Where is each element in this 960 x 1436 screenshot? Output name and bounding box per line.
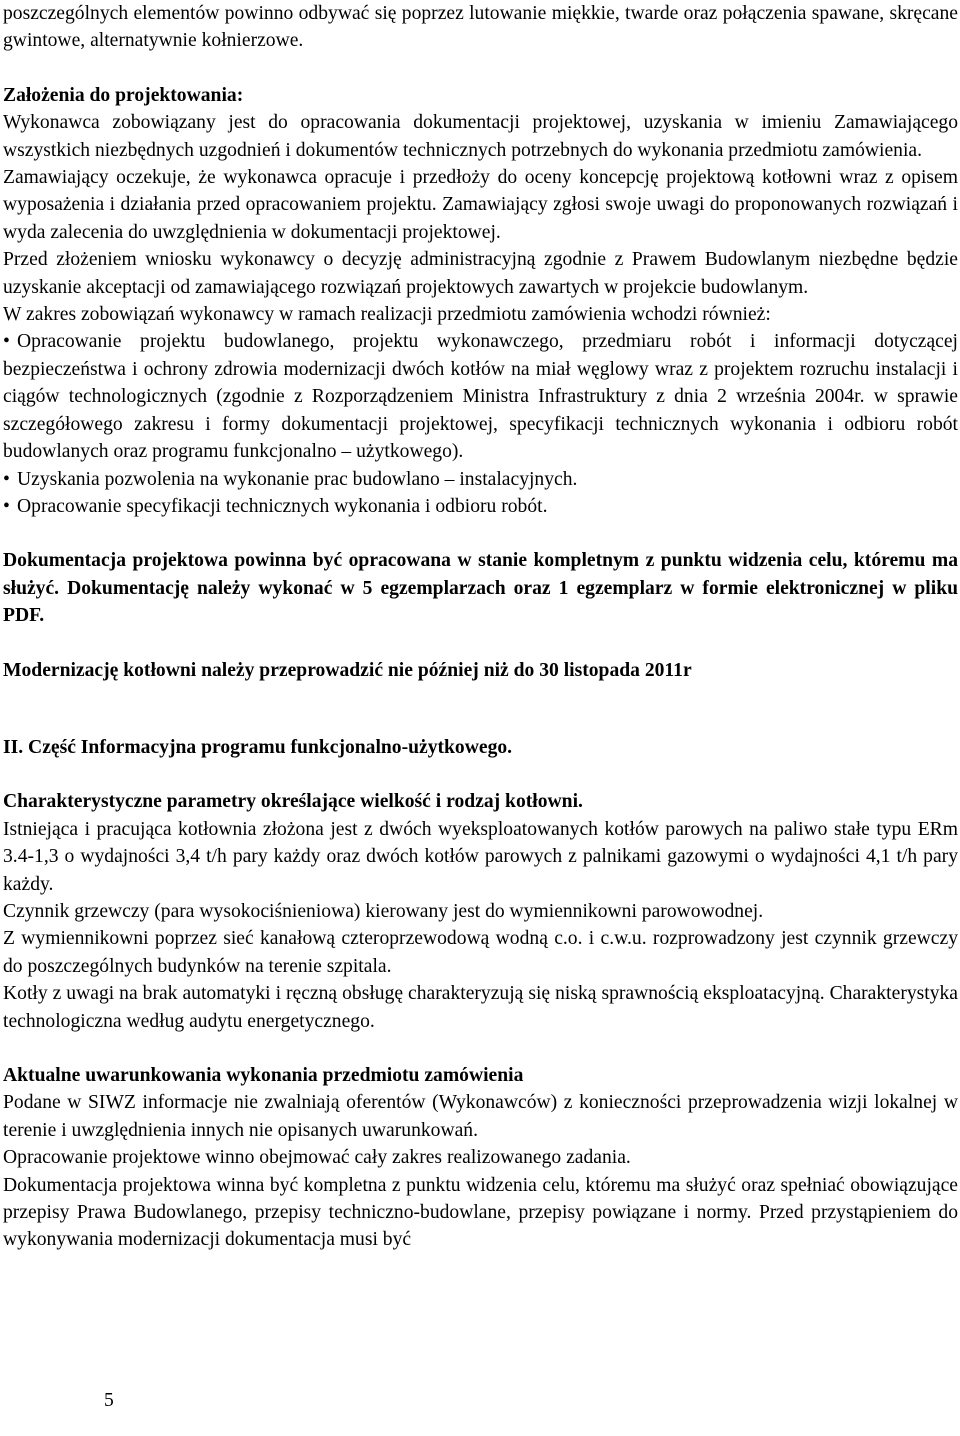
- distribution-network: Z wymiennikowni poprzez sieć kanałową czteroprzewodową wodną c.o. i c.w.u. rozprowadzony jest czynnik grzewczy do poszczególnych budynków na terenie szpitala.: [3, 928, 958, 977]
- spacer: [3, 761, 958, 788]
- assumptions-paragraph-2: Zamawiający oczekuje, że wykonawca opracuje i przedłoży do oceny koncepcję projektową kotłowni wraz z opisem wyposażenia i działania przed opracowaniem projektu. Zamawiający zgłosi swoje uwagi do proponowanych rozwiązań i wyda zalecenia do uwzględnienia w dokumentacji projektowej.: [3, 167, 958, 243]
- spacer: [3, 630, 958, 657]
- spacer: [3, 1035, 958, 1062]
- boiler-efficiency: Kotły z uwagi na brak automatyki i ręczną obsługę charakteryzują się niską sprawnością eksploatacyjną. Charakterystyka technologiczna według audytu energetycznego.: [3, 983, 958, 1032]
- bullet-text: Opracowanie projektu budowlanego, projektu wykonawczego, przedmiaru robót i informacji dotyczącej bezpieczeństwa i ochrony zdrowia modernizacji dwóch kotłów na miał węglowy wraz z projektem rozruchu instalacji i ciągów technologicznych (zgodnie z Rozporządzeniem Ministra Infrastruktury z dnia 2 września 2004r. w sprawie szczegółowego zakresu i formy dokumentacji projektowej, specyfikacji technicznych wykonania i odbioru robót budowlanych oraz programu funkcjonalno – użytkowego).: [3, 331, 958, 463]
- boiler-description: Istniejąca i pracująca kotłownia złożona jest z dwóch wyeksploatowanych kotłów parowych na paliwo stałe typu ERm 3.4-1,3 o wydajności 3,4 t/h pary każdy oraz dwóch kotłów parowych z palnikami gazowymi o wydajności 4,1 t/h pary każdy.: [3, 818, 958, 895]
- conditions-paragraph-2: Opracowanie projektowe winno obejmować cały zakres realizowanego zadania.: [3, 1147, 631, 1169]
- intro-paragraph: poszczególnych elementów powinno odbywać się poprzez lutowanie miękkie, twarde oraz połączenia spawane, skręcane gwintowe, alternatywnie kołnierzowe.: [3, 3, 958, 52]
- scope-bullet-3: [3, 493, 958, 520]
- page-number: 5: [104, 1390, 114, 1411]
- heating-medium: Czynnik grzewczy (para wysokociśnieniowa) kierowany jest do wymiennikowni parowowodnej.: [3, 900, 764, 922]
- bullet-text: Uzyskania pozwolenia na wykonanie prac budowlano – instalacyjnych.: [17, 468, 578, 490]
- conditions-heading: Aktualne uwarunkowania wykonania przedmiotu zamówienia: [3, 1065, 524, 1086]
- documentation-note: Dokumentacja projektowa powinna być opracowana w stanie kompletnym z punktu widzenia celu, któremu ma służyć. Dokumentację należy wykonać w 5 egzemplarzach oraz 1 egzemplarz w formie elektronicznej w pliku PDF.: [3, 550, 958, 627]
- bullet-icon: •: [3, 495, 10, 517]
- bullet-icon: •: [3, 468, 10, 490]
- spacer: [3, 520, 958, 547]
- assumptions-heading: Założenia do projektowania:: [3, 84, 244, 106]
- deadline-note: Modernizację kotłowni należy przeprowadzić nie później niż do 30 listopada 2011r: [3, 659, 692, 681]
- assumptions-paragraph-3: Przed złożeniem wniosku wykonawcy o decyzję administracyjną zgodnie z Prawem Budowlanym niezbędne będzie uzyskanie akceptacji od zamawiającego rozwiązań projektowych zawartych w projekcie budowlanym.: [3, 249, 958, 298]
- conditions-paragraph-1: Podane w SIWZ informacje nie zwalniają oferentów (Wykonawców) z konieczności przeprowadzenia wizji lokalnej w terenie i uwzględnienia innych nie opisanych uwarunkowań.: [3, 1092, 958, 1141]
- parameters-heading: Charakterystyczne parametry określające wielkość i rodzaj kotłowni.: [3, 791, 583, 813]
- assumptions-paragraph-1: Wykonawca zobowiązany jest do opracowania dokumentacji projektowej, uzyskania w imieniu Zamawiającego wszystkich niezbędnych uzgodnień i dokumentów technicznych potrzebnych do wykonania przedmiotu zamówienia.: [3, 112, 958, 161]
- scope-bullet-1: [3, 328, 958, 465]
- assumptions-paragraph-4: W zakres zobowiązań wykonawcy w ramach realizacji przedmiotu zamówienia wchodzi również:: [3, 304, 771, 326]
- conditions-paragraph-3: Dokumentacja projektowa winna być kompletna z punktu widzenia celu, któremu ma służyć oraz spełniać obowiązujące przepisy Prawa Budowlanego, przepisy techniczno-budowlane, przepisy powiązane i normy. Przed przystąpieniem do wykonywania modernizacji dokumentacja musi być: [3, 1174, 958, 1251]
- scope-bullet-2: [3, 466, 958, 493]
- spacer: [3, 684, 958, 734]
- bullet-text: Opracowanie specyfikacji technicznych wykonania i odbioru robót.: [17, 495, 548, 517]
- section-2-heading: II. Część Informacyjna programu funkcjonalno-użytkowego.: [3, 736, 513, 758]
- bullet-icon: •: [3, 331, 10, 353]
- spacer: [3, 55, 958, 82]
